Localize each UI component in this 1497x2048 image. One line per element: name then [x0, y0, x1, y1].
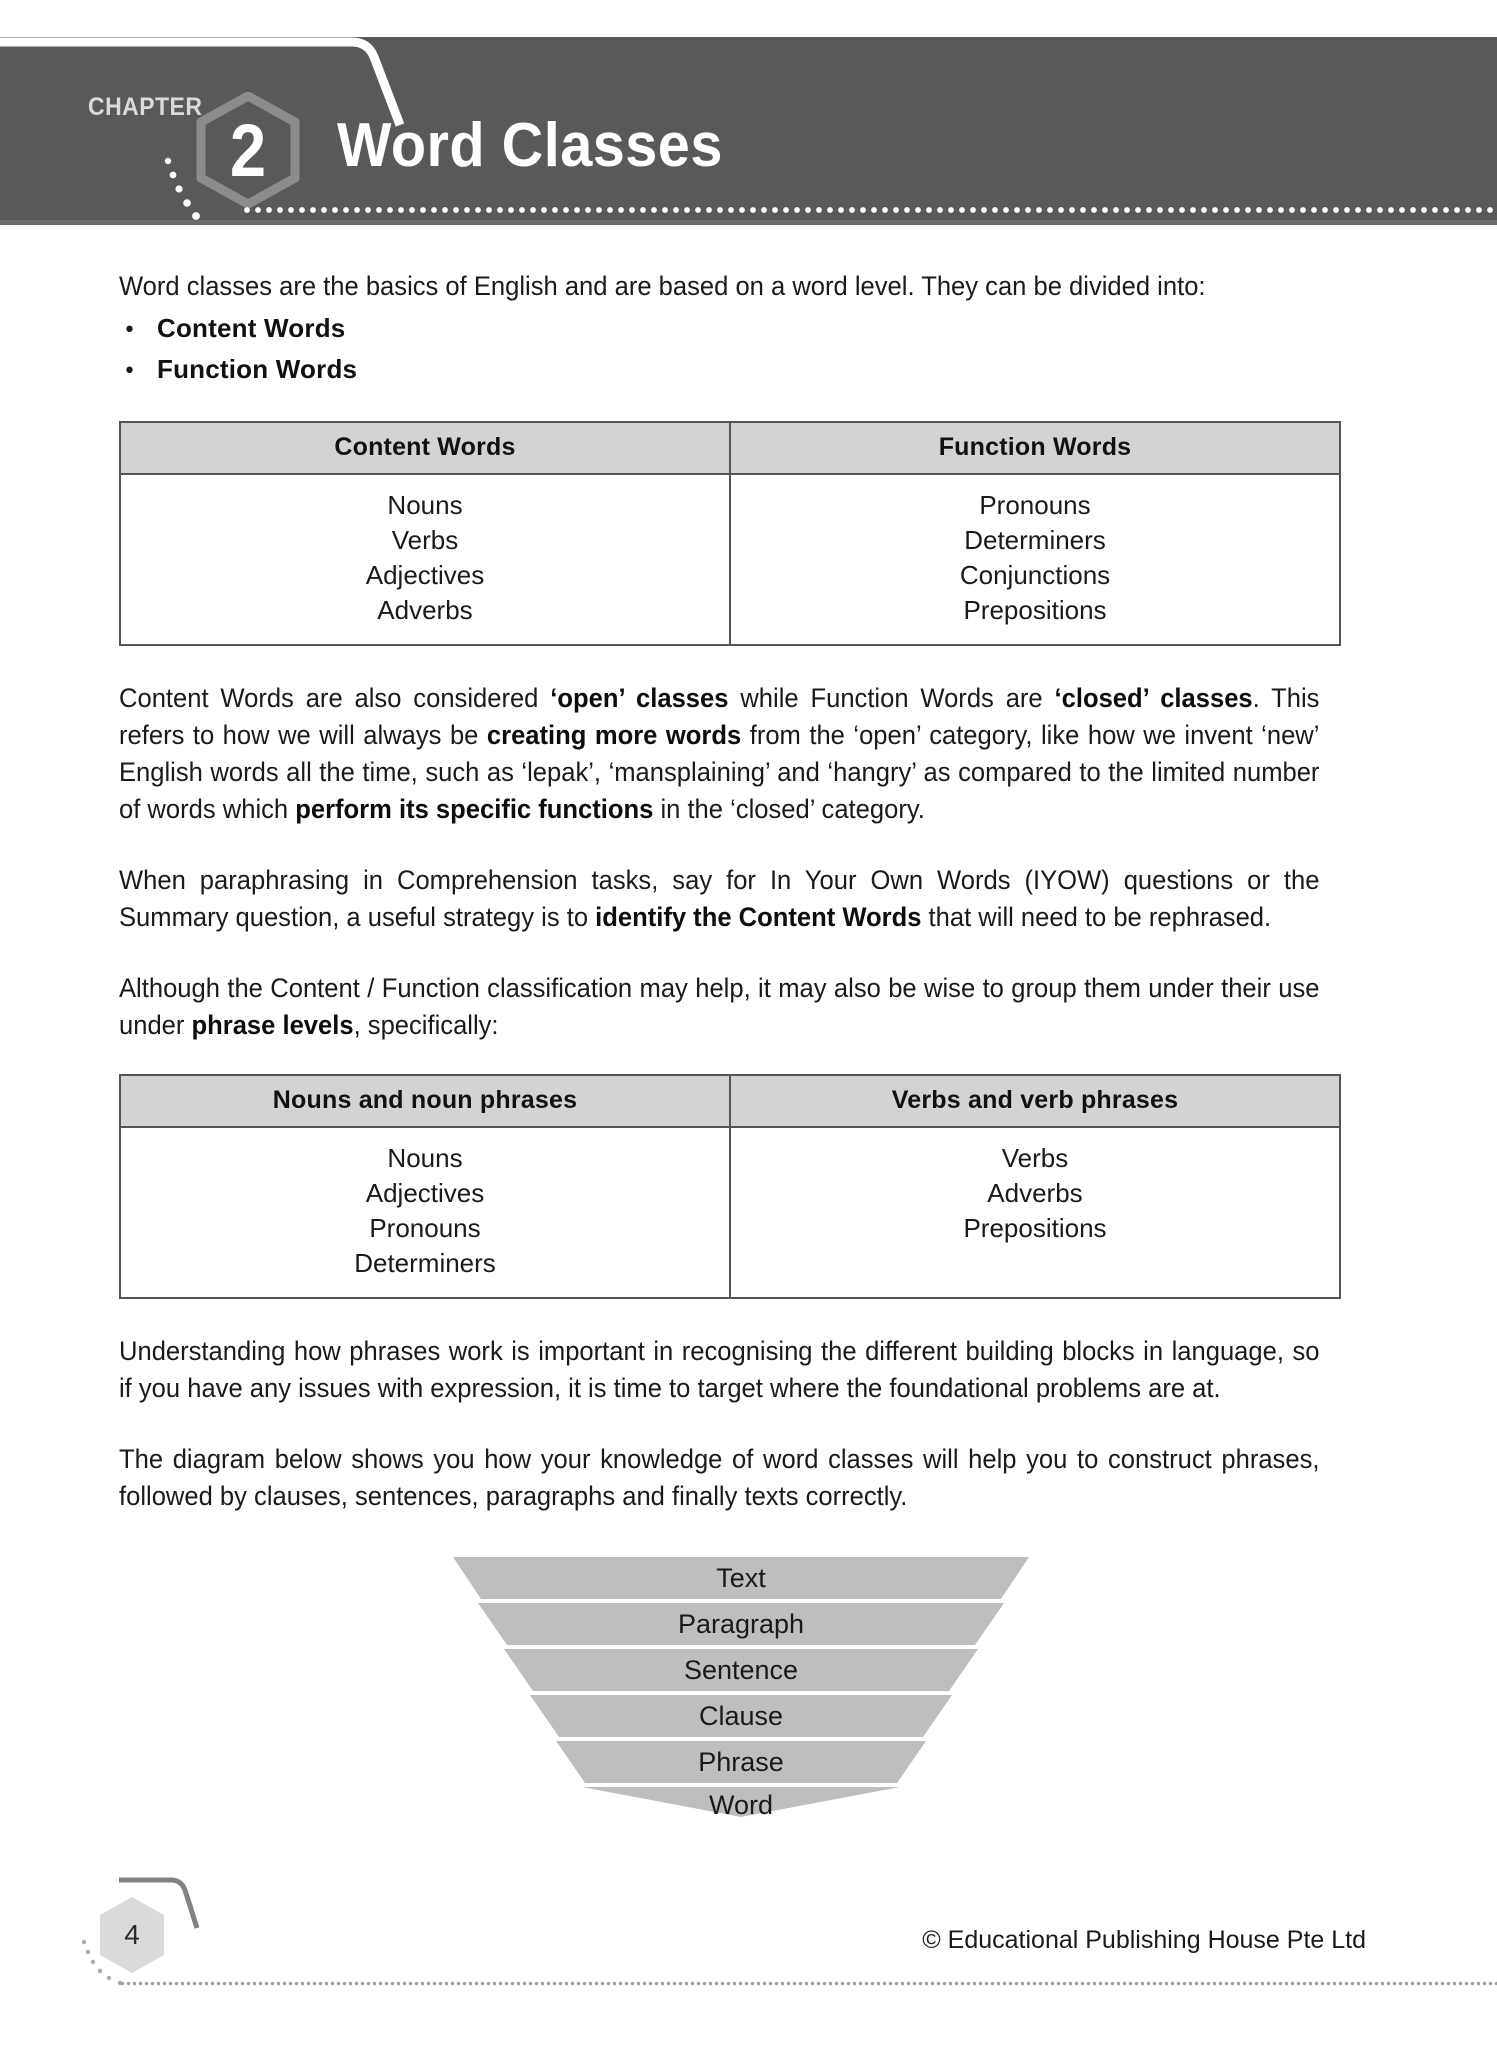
pyramid-band-paragraph: [478, 1603, 1004, 1645]
cell-item: Adjectives: [365, 1178, 485, 1208]
text-run: Content Words are also considered: [119, 683, 551, 713]
cell-item: Prepositions: [963, 595, 1107, 625]
emphasis-phrase-levels: phrase levels: [191, 1010, 354, 1040]
pyramid-band-clause: [530, 1695, 952, 1737]
table-header-row: [120, 1075, 1340, 1127]
page-number: 4: [124, 1919, 140, 1950]
table-header-cell: Verbs and verb phrases: [730, 1075, 1340, 1127]
text-run: that will need to be rephrased.: [921, 902, 1272, 932]
table-cell: [120, 1127, 730, 1298]
emphasis-identify-content-words: identify the Content Words: [595, 902, 922, 932]
table-cell: [120, 474, 730, 645]
cell-item: Adverbs: [987, 1178, 1083, 1208]
cell-item: Determiners: [964, 525, 1106, 555]
pyramid-band-word: [582, 1787, 900, 1817]
pyramid-shapes: [441, 1555, 1041, 1817]
emphasis-specific-functions: perform its specific functions: [295, 794, 654, 824]
page-footer: [0, 1868, 1497, 2048]
word-class-bullet-list: [119, 309, 1363, 391]
pyramid-band-phrase: [556, 1741, 926, 1783]
cell-item: Pronouns: [369, 1213, 481, 1243]
main-content: [119, 268, 1363, 1820]
cell-item: Determiners: [354, 1248, 496, 1278]
text-run: , specifically:: [353, 1010, 499, 1040]
page-title: Word Classes: [337, 111, 723, 180]
cell-item: Adjectives: [365, 560, 485, 590]
copyright-notice: © Educational Publishing House Pte Ltd: [922, 1926, 1366, 1954]
chapter-label: CHAPTER: [88, 93, 203, 121]
inverted-pyramid: [441, 1555, 1041, 1820]
text-run: while Function Words are: [728, 683, 1055, 713]
cell-item: Nouns: [387, 490, 463, 520]
chapter-number: 2: [229, 108, 267, 192]
pyramid-label-phrase: Phrase: [698, 1747, 784, 1777]
table-row: [120, 1127, 1340, 1298]
table-cell: [730, 1127, 1340, 1298]
pyramid-label-sentence: Sentence: [683, 1655, 799, 1685]
cell-item: Adverbs: [377, 595, 473, 625]
list-item: [119, 309, 1363, 350]
paragraph-understanding-phrases: Understanding how phrases work is important in recognising the different building blocks in language, so if you have any issues with expression, it is time to target where the foundational problems are at.: [119, 1336, 1320, 1403]
table-row: [120, 474, 1340, 645]
emphasis-open-classes: ‘open’ classes: [550, 683, 729, 713]
paragraph-phrase-levels: [119, 970, 1319, 1044]
paragraph-open-closed-classes: [119, 680, 1319, 828]
language-hierarchy-diagram: [119, 1555, 1363, 1820]
pyramid-band-text: [453, 1557, 1029, 1599]
list-item: [119, 350, 1363, 391]
noun-verb-phrases-table: [119, 1074, 1341, 1299]
chapter-header-band: [0, 37, 1497, 225]
cell-item: Nouns: [387, 1143, 463, 1173]
text-run: in the ‘closed’ category.: [653, 794, 925, 824]
header-dot-trail: [160, 155, 270, 251]
content-function-words-table: [119, 421, 1341, 646]
bullet-label: Function Words: [157, 354, 358, 384]
table-header-cell: Nouns and noun phrases: [120, 1075, 730, 1127]
table-cell: [730, 474, 1340, 645]
bullet-label: Content Words: [157, 313, 346, 343]
pyramid-label-text: Text: [716, 1563, 766, 1593]
cell-item: Verbs: [1001, 1143, 1069, 1173]
paragraph-paraphrasing: [119, 862, 1319, 936]
pyramid-label-paragraph: Paragraph: [677, 1609, 805, 1639]
text-run: from the ‘open’ category, like how we invent ‘new’ English words all the time, such as ‘lepak’, ‘mansplaining’ and ‘hangry’ as compared to the limited number of words which: [119, 720, 1320, 824]
intro-lead: Word classes are the basics of English and are based on a word level. They can be divided into:: [119, 271, 1206, 301]
emphasis-creating-more-words: creating more words: [486, 720, 742, 750]
pyramid-label-word: Word: [708, 1790, 774, 1820]
emphasis-closed-classes: ‘closed’ classes: [1054, 683, 1253, 713]
table-header-cell: Content Words: [120, 422, 730, 474]
paragraph-diagram-intro: The diagram below shows you how your knowledge of word classes will help you to construct phrases, followed by clauses, sentences, paragraphs and finally texts correctly.: [119, 1444, 1320, 1511]
cell-item: Conjunctions: [959, 560, 1111, 590]
cell-item: Verbs: [391, 525, 459, 555]
pyramid-label-clause: Clause: [698, 1701, 784, 1731]
bullet-dot-icon: •: [123, 359, 136, 384]
cell-item: Pronouns: [979, 490, 1091, 520]
text-run: When paraphrasing in Comprehension tasks, say for In Your Own Words (IYOW) questions or the Summary question, a useful strategy is to: [119, 865, 1320, 932]
text-run: Although the Content / Function classification may help, it may also be wise to group them under their use under: [119, 973, 1320, 1040]
pyramid-band-sentence: [504, 1649, 978, 1691]
cell-item: Prepositions: [963, 1213, 1107, 1243]
table-header-row: [120, 422, 1340, 474]
bullet-dot-icon: •: [123, 318, 136, 343]
text-run: . This refers to how we will always be: [119, 683, 1320, 750]
header-dotted-rule: [243, 206, 1497, 214]
table-header-cell: Function Words: [730, 422, 1340, 474]
footer-dotted-rule: [120, 1981, 1497, 1986]
